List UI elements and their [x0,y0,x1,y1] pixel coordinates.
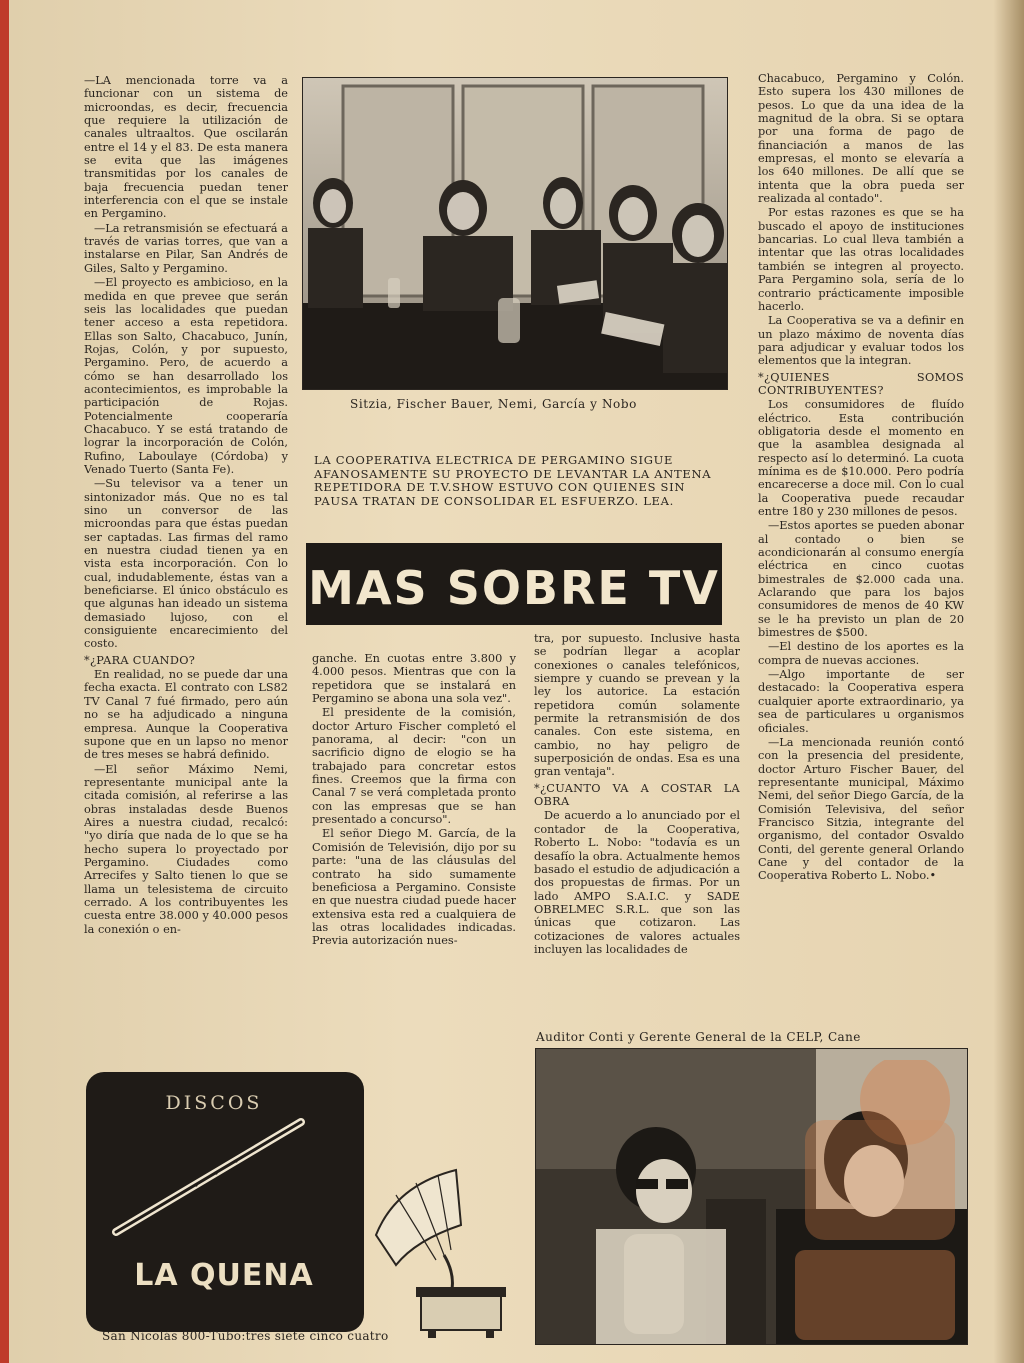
paragraph: —LA mencionada torre va a funcionar con un sistema de microondas, es decir, frecuencia que requiere la utilización de canales ultraaltos. Que oscilarán entre el 14 y el 83. De esta manera se evita que las imágenes transmitidas por los canales de baja frecuencia puedan tener interferencia con el que se instale en Pergamino. [84,74,288,221]
ad-brand: LA QUENA [134,1258,314,1293]
paragraph: —El señor Máximo Nemi, representante municipal ante la citada comisión, al referirse a las obras instaladas desde Buenos Aires a nuestra ciudad, recalcó: "yo diría que nada de lo que se ha hecho supera lo proyectado por Pergamino. Ciudades como Arrecifes y Salto tienen lo que se llama un telesistema de circuito cerrado. A los contribuyentes les cuesta entre 38.000 y 40.000 pesos la conexión o en- [84,762,288,936]
gramophone-icon [356,1165,516,1345]
office-photo-caption: Auditor Conti y Gerente General de la CELP, Cane [536,1030,861,1044]
ad-title: DISCOS [165,1092,263,1114]
article-column-1 [84,74,288,1048]
paragraph: —La retransmisión se efectuará a través de varias torres, que van a instalarse en Pilar, San Andrés de Giles, Salto y Pergamino. [84,221,288,275]
paragraph: —Su televisor va a tener un sintonizador más. Que no es tal sino un conversor de las microondas para que éstas puedan ser captadas. Las firmas del ramo en nuestra ciudad tienen ya en vista esta incorporación. Con lo cual, indudablemente, éstas van a beneficiarse. El único obstáculo es que algunas han ideado un sistema demasiado lujoso, con el consiguiente encarecimiento del costo. [84,477,288,651]
paragraph: —La mencionada reunión contó con la presencia del presidente, doctor Arturo Fischer Bauer, del representante municipal, Máximo Nemi, del señor Diego García, de la Comisión Televisiva, del señor Francisco Sitzia, integrante del organismo, del contador Osvaldo Conti, del gerente general Orlando Cane y del contador de la Cooperativa Roberto L. Nobo.• [758,735,964,883]
paragraph: —El destino de los aportes es la compra de nuevas acciones. [758,640,964,667]
paragraph: Los consumidores de fluído eléctrico. Esta contribución obligatoria desde el momento en que la asamblea designada al respecto así lo determinó. La cuota mínima es de $10.000. Pero podría encarecerse a doce mil. Con lo cual la Cooperativa puede recaudar entre 180 y 230 millones de pesos. [758,398,964,518]
paragraph: La Cooperativa se va a definir en un plazo máximo de noventa días para adjudicar y evaluar todos los elementos que la integran. [758,314,964,368]
article-intro: LA COOPERATIVA ELECTRICA DE PERGAMINO SIGUE AFANOSAMENTE SU PROYECTO DE LEVANTAR LA ANTENA REPETIDORA DE T.V.SHOW ESTUVO CON QUIENES SIN PAUSA TRATAN DE CONSOLIDAR EL ESFUERZO. LEA. [314,453,712,508]
paragraph: —Estos aportes se pueden abonar al contado o bien se acondicionarán al consumo energía eléctrica en cinco cuotas bimestrales de $2.000 cada una. Aclarando que para los bajos consumidores de menos de 40 KW se le ha previsto un plan de 20 bimestres de $500. [758,519,964,640]
paragraph: ganche. En cuotas entre 3.800 y 4.000 pesos. Mientras que con la repetidora que se instalará en Pergamino se abona una sola vez". [312,652,516,706]
article-column-2 [312,652,516,1027]
paragraph: En realidad, no se puede dar una fecha exacta. El contrato con LS82 TV Canal 7 fué firmado, pero aún no se ha adjudicado a ninguna empresa. Aunque la Cooperativa supone que en un lapso no menor de tres meses se habrá definido. [84,668,288,762]
paragraph: Chacabuco, Pergamino y Colón. Esto supera los 430 millones de pesos. Lo que da una idea de la magnitud de la obra. Si se optara por una forma de pago de financiación a manos de las empresas, el monto se elevaría a los 640 millones. De allí que se intenta que la obra pueda ser realizada al contado". [758,72,964,206]
paragraph: tra, por supuesto. Inclusive hasta se podrían llegar a acoplar conexiones o canales telefónicos, siempre y cuando se prevean y la ley los autorice. La estación repetidora común solamente permite la retransmisión de dos canales. Con este sistema, en cambio, no hay peligro de superposición de ondas. Esa es una gran ventaja". [534,632,740,779]
meeting-photo-caption: Sitzia, Fischer Bauer, Nemi, García y Nobo [350,397,637,411]
article-column-4 [758,72,964,1020]
paragraph: De acuerdo a lo anunciado por el contador de la Cooperativa, Roberto L. Nobo: "todavía es un desafío la obra. Actualmente hemos basado el estudio de adjudicación a dos propuestas de firmas. Por un lado AMPO S.A.I.C. y SADE OBRELMEC S.R.L. que son las únicas que cotizaron. Las cotizaciones de valores actuales incluyen las localidades de [534,809,740,956]
paragraph: —Algo importante de ser destacado: la Cooperativa espera cualquier aporte extraordinario, ya sea de particulares u organismos oficiales. [758,668,964,735]
meeting-photo [302,77,728,390]
subheading-quienes-somos-contribuyentes: *¿QUIENES SOMOS CONTRIBUYENTES? [758,370,964,397]
headline [306,543,722,625]
paragraph: Por estas razones es que se ha buscado el apoyo de instituciones bancarias. Lo cual lleva también a intentar que las otras localidades también se integren al proyecto. Para Pergamino sola, sería de lo contrario prácticamente imposible hacerlo. [758,206,964,313]
subheading-para-cuando: *¿PARA CUANDO? [84,653,196,667]
meeting-photo-image [303,78,728,390]
headline-text: MAS SOBRE TV [308,561,720,615]
paragraph: El presidente de la comisión, doctor Arturo Fischer completó el panorama, al decir: "con un sacrificio digno de elogio se ha trabajado para concretar estos fines. Creemos que la firma con Canal 7 se verá completada pronto con las empresas que se han presentado a concurso". [312,706,516,827]
ad-address: San Nicolás 800-Tubo:tres siete cinco cuatro [102,1329,389,1343]
anniversary-stamp-watermark [785,1060,960,1355]
paragraph: —El proyecto es ambicioso, en la medida en que prevee que serán seis las localidades que puedan tener acceso a esta repetidora. Ellas son Salto, Chacabuco, Junín, Rojas, Colón, y por supuesto, Pergamino. Pero, de acuerdo a cómo se han desarrollado los acontecimientos, es improbable la participación de Rojas. Potencialmente cooperaría Chacabuco. Y se está tratando de lograr la incorporación de Colón, Rufino, Laboulaye (Córdoba) y Venado Tuerto (Santa Fe). [84,276,288,476]
subheading-cuanto-va-a-costar: *¿CUANTO VA A COSTAR LA OBRA [534,781,740,809]
paragraph: El señor Diego M. García, de la Comisión de Televisión, dijo por su parte: "una de las cláusulas del contrato ha sido sumamente beneficiosa a Pergamino. Consiste en que nuestra ciudad puede hacer extensiva esta red a cualquiera de las otras localidades indicadas. Previa autorización nues- [312,827,516,948]
article-column-3 [534,632,740,1027]
